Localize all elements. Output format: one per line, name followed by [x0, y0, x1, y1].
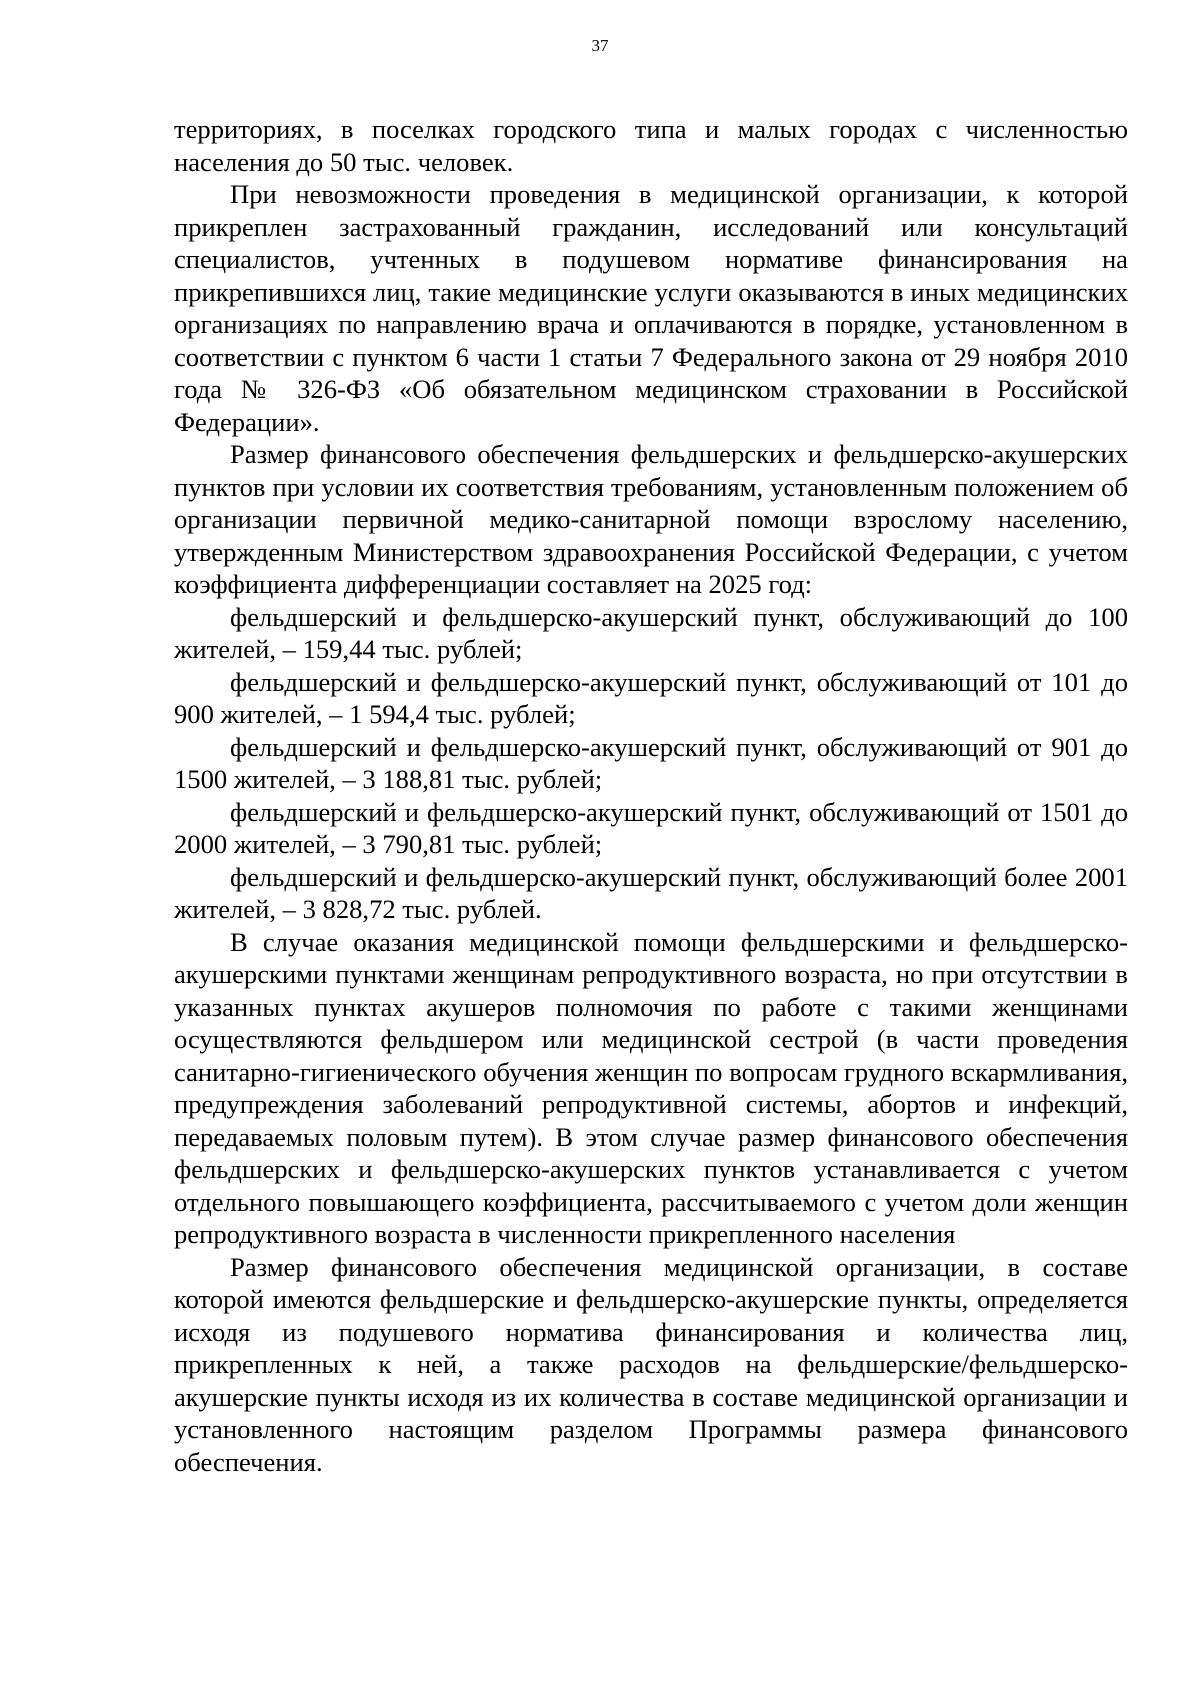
page-number: 37 — [591, 36, 609, 55]
list-item: фельдшерский и фельдшерско-акушерский пункт, обслуживающий более 2001 жителей, – 3 828,72 тыс. рублей. — [174, 861, 1128, 924]
paragraph: территориях, в поселках городского типа и малых городах с численностью населения до 50 тыс. человек. — [174, 114, 1128, 177]
list-item: фельдшерский и фельдшерско-акушерский пункт, обслуживающий до 100 жителей, – 159,44 тыс. рублей; — [174, 601, 1128, 664]
list-item: фельдшерский и фельдшерско-акушерский пункт, обслуживающий от 1501 до 2000 жителей, – 3 790,81 тыс. рублей; — [174, 796, 1128, 859]
paragraph: При невозможности проведения в медицинской организации, к которой прикреплен застрахованный гражданин, исследований или консультаций специалистов, учтенных в подушевом нормативе финансирования на прикрепившихся лиц, такие медицинские услуги оказываются в иных медицинских организациях по направлению врача и оплачиваются в порядке, установленном в соответствии с пунктом 6 части 1 статьи 7 Федерального закона от 29 ноября 2010 года № 326-ФЗ «Об обязательном медицинском страховании в Российской Федерации». — [174, 179, 1128, 437]
paragraph: Размер финансового обеспечения фельдшерских и фельдшерско-акушерских пунктов при условии их соответствия требованиям, установленным положением об организации первичной медико-санитарной помощи взрослому населению, утвержденным Министерством здравоохранения Российской Федерации, с учетом коэффициента дифференциации составляет на 2025 год: — [174, 439, 1128, 599]
list-item: фельдшерский и фельдшерско-акушерский пункт, обслуживающий от 101 до 900 жителей, – 1 594,4 тыс. рублей; — [174, 666, 1128, 729]
paragraph: В случае оказания медицинской помощи фельдшерскими и фельдшерско-акушерскими пунктами женщинам репродуктивного возраста, но при отсутствии в указанных пунктах акушеров полномочия по работе с такими женщинами осуществляются фельдшером или медицинской сестрой (в части проведения санитарно-гигиенического обучения женщин по вопросам грудного вскармливания, предупреждения заболеваний репродуктивной системы, абортов и инфекций, передаваемых половым путем). В этом случае размер финансового обеспечения фельдшерских и фельдшерско-акушерских пунктов устанавливается с учетом отдельного повышающего коэффициента, рассчитываемого с учетом доли женщин репродуктивного возраста в численности прикрепленного населения — [174, 926, 1128, 1249]
list-item: фельдшерский и фельдшерско-акушерский пункт, обслуживающий от 901 до 1500 жителей, – 3 188,81 тыс. рублей; — [174, 731, 1128, 794]
paragraph: Размер финансового обеспечения медицинской организации, в составе которой имеются фельдшерские и фельдшерско-акушерские пункты, определяется исходя из подушевого норматива финансирования и количества лиц, прикрепленных к ней, а также расходов на фельдшерские/фельдшерско-акушерские пункты исходя из их количества в составе медицинской организации и установленного настоящим разделом Программы размера финансового обеспечения. — [174, 1251, 1128, 1477]
document-body — [174, 113, 1128, 1478]
